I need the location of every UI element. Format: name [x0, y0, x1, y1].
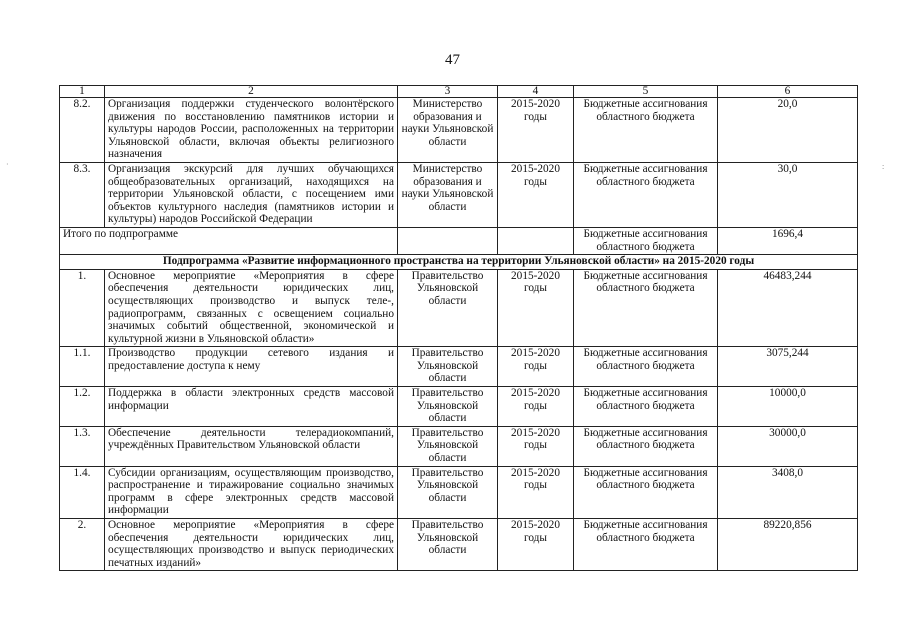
- amount: 20,0: [718, 98, 858, 163]
- period: 2015-2020 годы: [498, 519, 574, 571]
- budget-table: [59, 85, 858, 571]
- measure-name: Основное мероприятие «Мероприятия в сфере обеспечения деятельности юридических лиц, осуществляющих производство и выпуск теле-, радиопрограмм, связанных с освещением социально значимых событий общественной, экономической и культурной жизни в Ульяновской области»: [105, 269, 398, 347]
- total-row: [60, 227, 858, 254]
- row-number: 8.2.: [60, 98, 105, 163]
- executor: Министерство образования и науки Ульяновской области: [398, 162, 498, 227]
- header-cell-6: 6: [718, 86, 858, 98]
- executor: Правительство Ульяновской области: [398, 387, 498, 427]
- amount: 30000,0: [718, 426, 858, 466]
- period: 2015-2020 годы: [498, 98, 574, 163]
- executor: Правительство Ульяновской области: [398, 426, 498, 466]
- funding-source: Бюджетные ассигнования областного бюджета: [574, 387, 718, 427]
- table-row: [60, 466, 858, 518]
- executor: Министерство образования и науки Ульяновской области: [398, 98, 498, 163]
- funding-source: Бюджетные ассигнования областного бюджета: [574, 162, 718, 227]
- row-number: 1.: [60, 269, 105, 347]
- period: 2015-2020 годы: [498, 466, 574, 518]
- period: 2015-2020 годы: [498, 269, 574, 347]
- period: 2015-2020 годы: [498, 162, 574, 227]
- funding-source: Бюджетные ассигнования областного бюджета: [574, 98, 718, 163]
- row-number: 2.: [60, 519, 105, 571]
- amount: 89220,856: [718, 519, 858, 571]
- table-row: [60, 387, 858, 427]
- page-number: 47: [445, 52, 460, 68]
- period: 2015-2020 годы: [498, 387, 574, 427]
- table-row: [60, 347, 858, 387]
- amount: 46483,244: [718, 269, 858, 347]
- funding-source: Бюджетные ассигнования областного бюджета: [574, 519, 718, 571]
- total-label: Итого по подпрограмме: [60, 227, 398, 254]
- funding-source: Бюджетные ассигнования областного бюджета: [574, 466, 718, 518]
- funding-source: Бюджетные ассигнования областного бюджета: [574, 269, 718, 347]
- period: 2015-2020 годы: [498, 426, 574, 466]
- total-empty-executor: [398, 227, 498, 254]
- table-row: [60, 269, 858, 347]
- amount: 30,0: [718, 162, 858, 227]
- scan-speck: ·: [6, 160, 9, 169]
- measure-name: Субсидии организациям, осуществляющим производство, распространение и тиражирование социально значимых программ в сфере электронных средств массовой информации: [105, 466, 398, 518]
- funding-source: Бюджетные ассигнования областного бюджета: [574, 347, 718, 387]
- amount: 10000,0: [718, 387, 858, 427]
- period: 2015-2020 годы: [498, 347, 574, 387]
- measure-name: Производство продукции сетевого издания и предоставление доступа к нему: [105, 347, 398, 387]
- amount: 3408,0: [718, 466, 858, 518]
- funding-source: Бюджетные ассигнования областного бюджета: [574, 426, 718, 466]
- row-number: 1.2.: [60, 387, 105, 427]
- scan-speck: :: [882, 162, 885, 171]
- measure-name: Обеспечение деятельности телерадиокомпаний, учреждённых Правительством Ульяновской области: [105, 426, 398, 466]
- measure-name: Организация поддержки студенческого волонтёрского движения по восстановлению памятников истории и культуры народов России, расположенных на территории Ульяновской области, включая объекты религиозного назначения: [105, 98, 398, 163]
- header-row: [60, 86, 858, 98]
- row-number: 1.1.: [60, 347, 105, 387]
- header-cell-5: 5: [574, 86, 718, 98]
- total-funding-source: Бюджетные ассигнования областного бюджета: [574, 227, 718, 254]
- header-cell-1: 1: [60, 86, 105, 98]
- measure-name: Основное мероприятие «Мероприятия в сфере обеспечения деятельности юридических лиц, осуществляющих производство и выпуск периодических печатных изданий»: [105, 519, 398, 571]
- table-row: [60, 98, 858, 163]
- table-row: [60, 426, 858, 466]
- row-number: 1.4.: [60, 466, 105, 518]
- measure-name: Организация экскурсий для лучших обучающихся общеобразовательных организаций, находящихся на территории Ульяновской области, с посещением ими объектов культурного наследия (памятников истории и культуры) народов Российской Федерации: [105, 162, 398, 227]
- executor: Правительство Ульяновской области: [398, 466, 498, 518]
- total-empty-period: [498, 227, 574, 254]
- header-cell-2: 2: [105, 86, 398, 98]
- table-row: [60, 162, 858, 227]
- header-cell-3: 3: [398, 86, 498, 98]
- row-number: 1.3.: [60, 426, 105, 466]
- executor: Правительство Ульяновской области: [398, 269, 498, 347]
- amount: 3075,244: [718, 347, 858, 387]
- measure-name: Поддержка в области электронных средств массовой информации: [105, 387, 398, 427]
- executor: Правительство Ульяновской области: [398, 519, 498, 571]
- subprogram-title: Подпрограмма «Развитие информационного пространства на территории Ульяновской области» на 2015-2020 годы: [60, 255, 858, 270]
- header-cell-4: 4: [498, 86, 574, 98]
- executor: Правительство Ульяновской области: [398, 347, 498, 387]
- total-amount: 1696,4: [718, 227, 858, 254]
- table-row: [60, 519, 858, 571]
- subprogram-row: [60, 255, 858, 270]
- row-number: 8.3.: [60, 162, 105, 227]
